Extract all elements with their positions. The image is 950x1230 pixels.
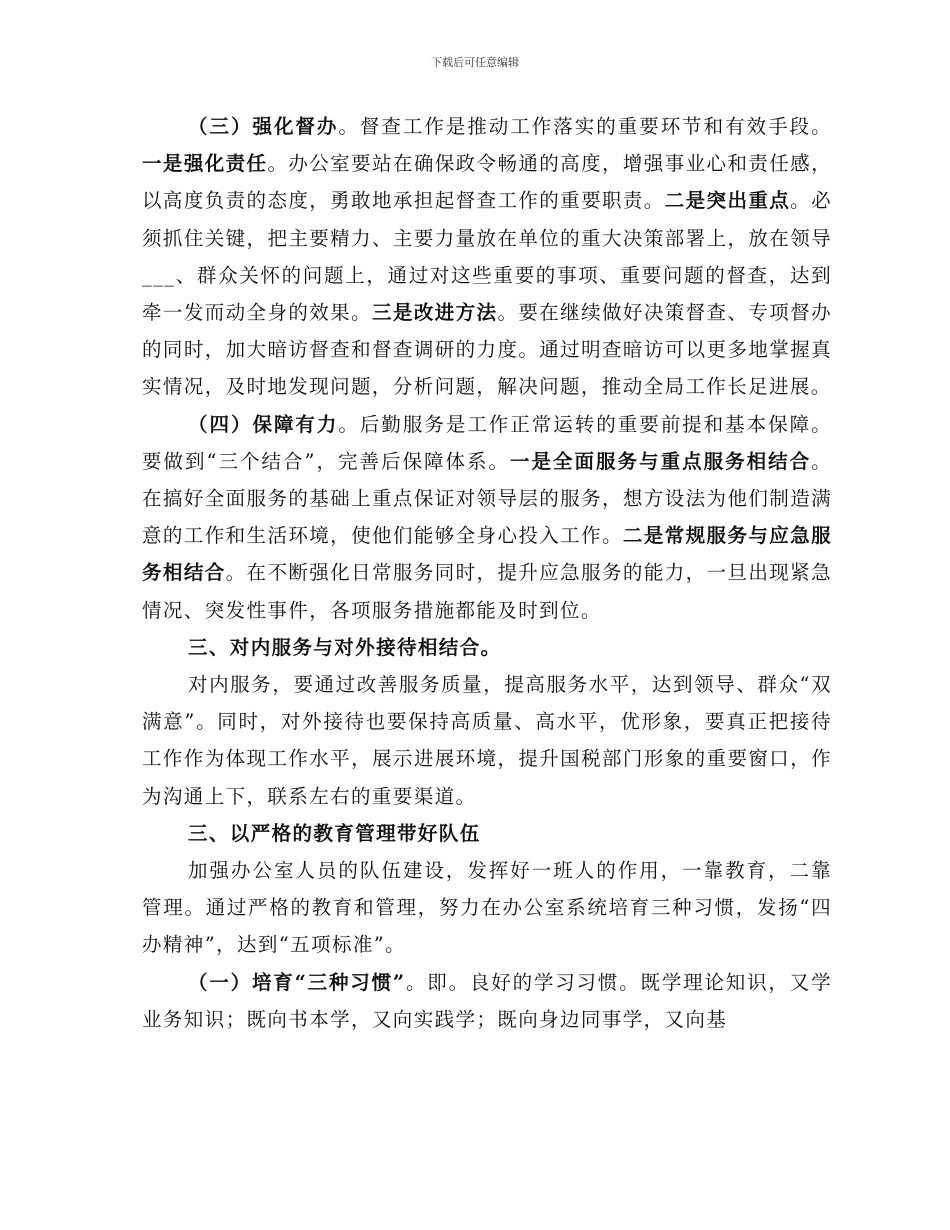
paragraph-supervision (142, 108, 832, 406)
section-title: （一）培育“三种习惯” (188, 970, 406, 994)
body-text: 对内服务，要通过改善服务质量，提高服务水平，达到领导、群众“双满意”。同时，对外接待也要保持高质量、高水平，优形象，要真正把接待工作作为体现工作水平，展示进展环境，提升国税部门形象的重要窗口，作为沟通上下，联系左右的重要渠道。 (142, 673, 832, 808)
point-title: 三是改进方法 (372, 301, 498, 325)
body-text: 加强办公室人员的队伍建设，发挥好一班人的作用，一靠教育，二靠管理。通过严格的教育和管理，努力在办公室系统培育三种习惯，发扬“四办精神”，达到“五项标准”。 (142, 859, 832, 957)
point-title: 一是全面服务与重点服务相结合 (510, 449, 812, 473)
section-title: （三）强化督办 (188, 115, 339, 138)
paragraph-habits (142, 964, 832, 1038)
heading-team (142, 815, 832, 852)
body-text: 。要在继续做好决策督查、专项督办的同时，加大暗访督查和督查调研的力度。通过明查暗访可以更多地掌握真实情况，及时地发现问题，分析问题，解决问题，推动全局工作长足进展。 (142, 301, 832, 399)
paragraph-guarantee (142, 406, 832, 629)
body-text: 。后勤服务是工作正常运转的重要前提和基本保障。要做到“三个结合”，完善后保障体系。 (142, 412, 832, 473)
heading-service (142, 629, 832, 666)
paragraph-team-body (142, 852, 832, 964)
body-text: 。在不断强化日常服务同时，提升应急服务的能力，一旦出现紧急情况、突发性事件，各项服务措施都能及时到位。 (142, 561, 832, 622)
body-text: 。办公室要站在确保政令畅通的高度，增强事业心和责任感，以高度负责的态度，勇敢地承担起督查工作的重要职责。 (142, 152, 832, 213)
point-title: 二是常规服务与应急服务相结合 (142, 524, 832, 585)
document-body (142, 108, 832, 1038)
body-text: 。必须抓住关键，把主要精力、主要力量放在单位的重大决策部署上，放在领导___、群众关怀的问题上，通过对这些重要的事项、重要问题的督查，达到牵一发而动全身的效果。 (142, 189, 832, 325)
body-text: 。即。良好的学习习惯。既学理论知识，又学业务知识；既向书本学，又向实践学；既向身边同事学，又向基 (142, 970, 832, 1031)
section-title: （四）保障有力 (188, 412, 339, 436)
body-text: 。在搞好全面服务的基础上重点保证对领导层的服务，想方设法为他们制造满意的工作和生活环境，使他们能够全身心投入工作。 (142, 449, 833, 548)
heading-text: 三、以严格的教育管理带好队伍 (188, 821, 481, 845)
body-text: 。督查工作是推动工作落实的重要环节和有效手段。 (338, 115, 832, 138)
header-note: 下载后可任意编辑 (431, 56, 519, 69)
point-title: 一是强化责任 (142, 152, 268, 176)
point-title: 二是突出重点 (664, 189, 791, 213)
heading-text: 三、对内服务与对外接待相结合。 (188, 635, 502, 659)
paragraph-service-body (142, 666, 832, 815)
